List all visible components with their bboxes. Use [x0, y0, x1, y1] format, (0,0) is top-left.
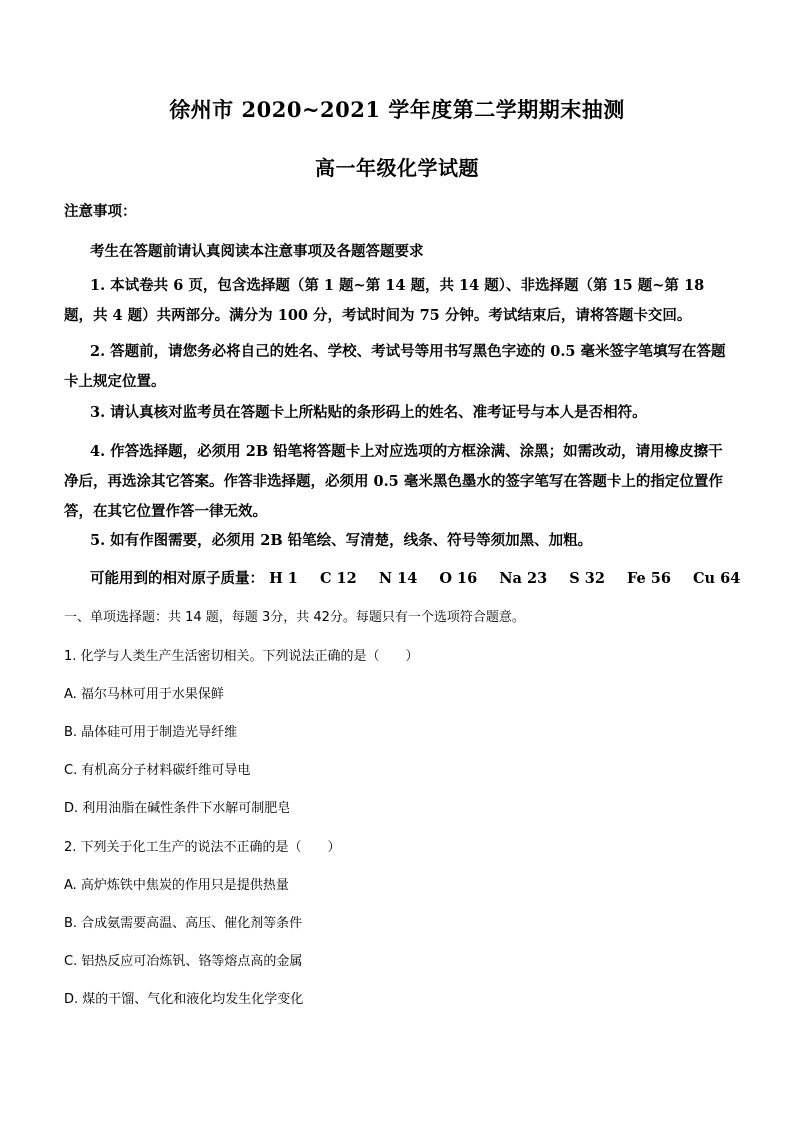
atomic-mass-o: O 16 — [439, 570, 478, 587]
notice-item-3: 3. 请认真核对监考员在答题卡上所粘贴的条形码上的姓名、准考证号与本人是否相符。 — [90, 404, 647, 421]
notice-heading: 注意事项： — [64, 203, 137, 220]
notice-item-2: 2. 答题前，请您务必将自己的姓名、学校、考试号等用书写黑色字迹的 0.5 毫米签字笔填写在答题卡上规定位置。 — [64, 343, 726, 390]
atomic-masses-label: 可能用到的相对原子质量： — [90, 570, 264, 587]
question-2-option-a: A. 高炉炼铁中焦炭的作用只是提供热量 — [64, 878, 289, 893]
question-2-stem: 2. 下列关于化工生产的说法不正确的是（ ） — [64, 840, 341, 855]
notice-item-1: 1. 本试卷共 6 页，包含选择题（第 1 题~第 14 题，共 14 题）、非选择题（第 15 题~第 18 题，共 4 题）共两部分。满分为 100 分，考试时间为 75 分钟。考试结束后，请将答题卡交回。 — [64, 277, 705, 324]
atomic-mass-c: C 12 — [319, 570, 357, 587]
question-1-option-b: B. 晶体硅可用于制造光导纤维 — [64, 725, 238, 740]
question-1-option-d: D. 利用油脂在碱性条件下水解可制肥皂 — [64, 801, 291, 816]
atomic-mass-n: N 14 — [378, 570, 418, 587]
notice-intro: 考生在答题前请认真阅读本注意事项及各题答题要求 — [90, 243, 424, 260]
atomic-mass-cu: Cu 64 — [693, 570, 741, 587]
notice-item-4: 4. 作答选择题，必须用 2B 铅笔将答题卡上对应选项的方框涂满、涂黑；如需改动，请用橡皮擦干净后，再选涂其它答案。作答非选择题，必须用 0.5 毫米黑色墨水的签字笔写在答题卡上的指定位置作答，在其它位置作答一律无效。 — [64, 443, 723, 520]
notice-item-5: 5. 如有作图需要，必须用 2B 铅笔绘、写清楚，线条、符号等须加黑、加粗。 — [90, 532, 593, 549]
question-1-option-a: A. 福尔马林可用于水果保鲜 — [64, 687, 224, 702]
atomic-mass-fe: Fe 56 — [627, 570, 671, 587]
question-2-option-c: C. 铝热反应可冶炼钒、铬等熔点高的金属 — [64, 954, 303, 969]
question-1-option-c: C. 有机高分子材料碳纤维可导电 — [64, 763, 251, 778]
question-2-option-d: D. 煤的干馏、气化和液化均发生化学变化 — [64, 992, 304, 1007]
question-2-option-b: B. 合成氨需要高温、高压、催化剂等条件 — [64, 916, 303, 931]
section-heading: 一、单项选择题：共 14 题，每题 3分，共 42分。每题只有一个选项符合题意。 — [64, 610, 525, 625]
atomic-mass-h: H 1 — [269, 570, 298, 587]
atomic-masses — [90, 567, 757, 588]
exam-subtitle: 高一年级化学试题 — [315, 156, 479, 180]
atomic-mass-s: S 32 — [569, 570, 605, 587]
exam-title: 徐州市 2020~2021 学年度第二学期期末抽测 — [169, 97, 625, 122]
question-1-stem: 1. 化学与人类生产生活密切相关。下列说法正确的是（ ） — [64, 649, 419, 664]
atomic-mass-na: Na 23 — [499, 570, 548, 587]
